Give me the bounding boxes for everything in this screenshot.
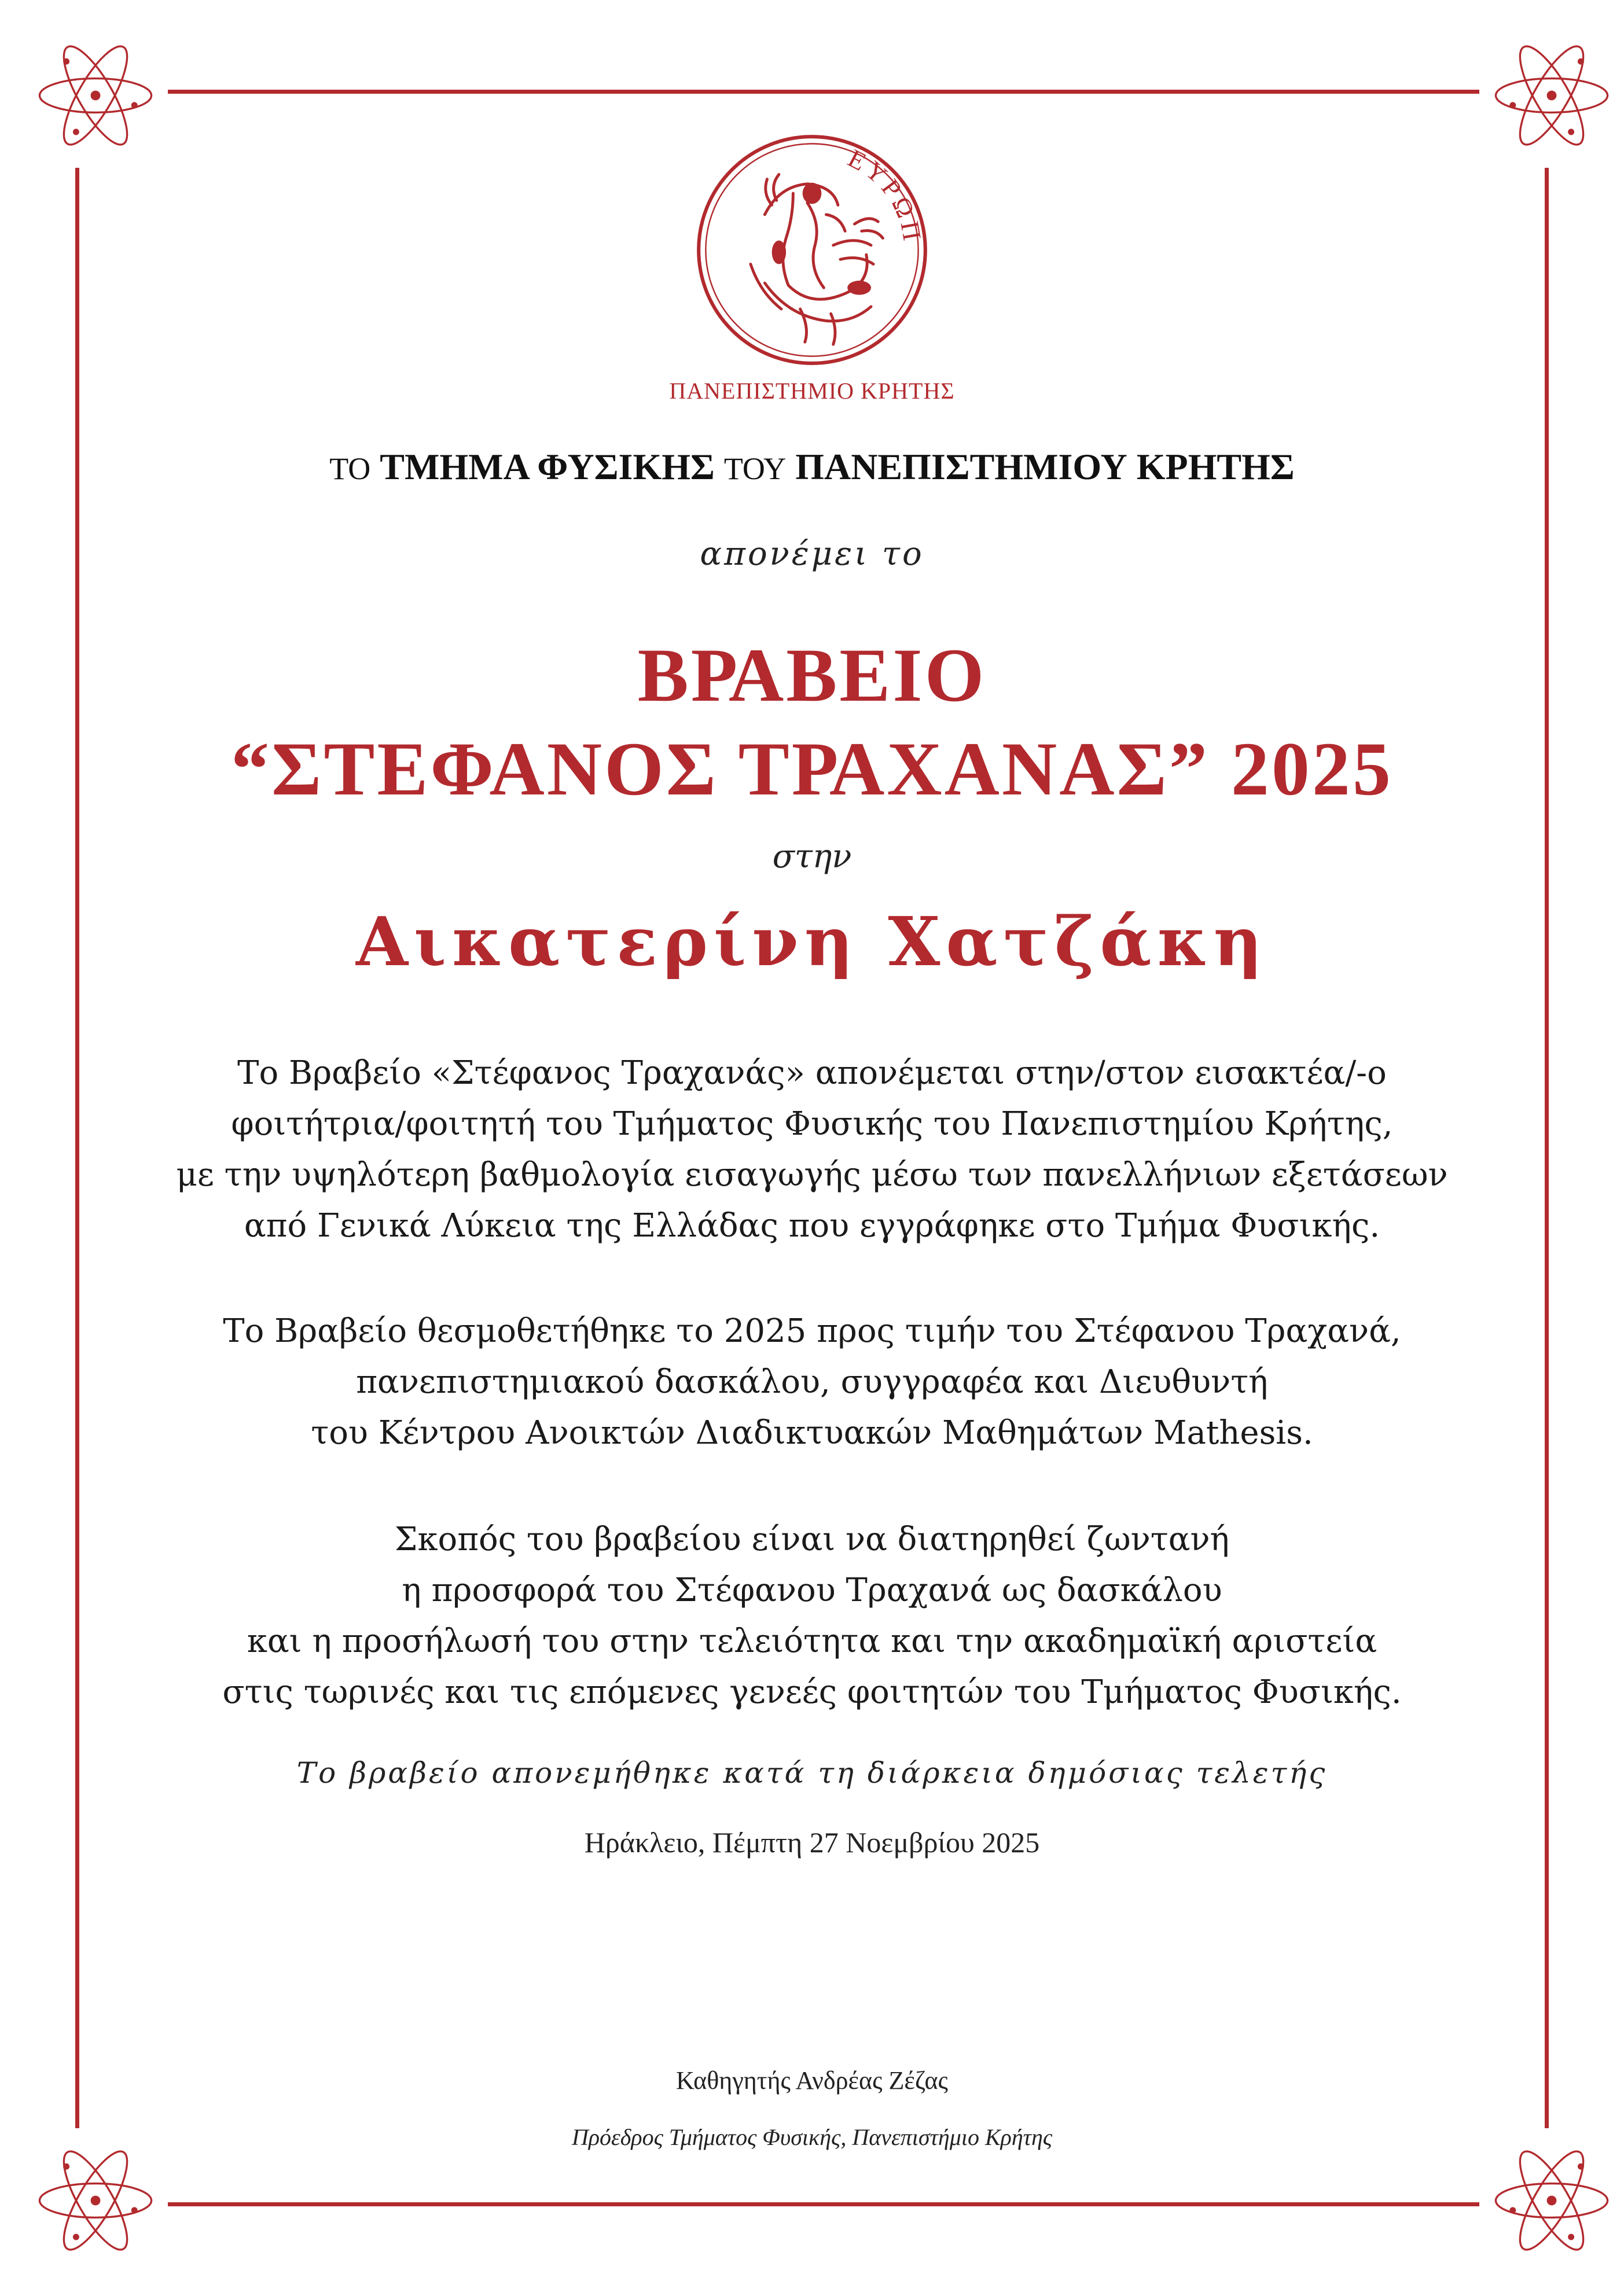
atom-icon (1491, 35, 1612, 156)
atom-icon (1491, 2140, 1612, 2261)
frame-bottom-line (145, 2202, 1479, 2206)
paragraph-2-line-1: Το Βραβείο θεσμοθετήθηκε το 2025 προς τιμήν του Στέφανου Τραχανά, (223, 1312, 1401, 1350)
university-name: ΠΑΝΕΠΙΣΤΗΜΙΟΥ ΚΡΗΤΗΣ (795, 446, 1295, 487)
university-caption: ΠΑΝΕΠΙΣΤΗΜΙΟ ΚΡΗΤΗΣ (669, 378, 955, 404)
award-title-line-2: “ΣΤΕΦΑΝΟΣ ΤΡΑΧΑΝΑΣ” 2025 (231, 726, 1393, 811)
atom-icon (35, 2140, 156, 2261)
dept-mid: ΤΟΥ (723, 451, 787, 486)
paragraph-3-line-3: και η προσήλωσή του στην τελειότητα και την ακαδημαϊκή αριστεία (247, 1622, 1377, 1660)
paragraph-1-line-2: φοιτήτρια/φοιτητή του Τμήματος Φυσικής του Πανεπιστημίου Κρήτης, (231, 1105, 1393, 1143)
corner-top-right (1479, 23, 1624, 168)
frame-top-line (145, 90, 1479, 94)
paragraph-1-line-3: με την υψηλότερη βαθμολογία εισαγωγής μέσω των πανελλήνιων εξετάσεων (176, 1156, 1448, 1194)
paragraph-3-line-2: η προσφορά του Στέφανου Τραχανά ως δασκάλου (402, 1572, 1222, 1609)
paragraph-2-line-3: του Κέντρου Ανοικτών Διαδικτυακών Μαθημάτων Mathesis. (311, 1414, 1313, 1452)
paragraph-1-line-4: από Γενικά Λύκεια της Ελλάδας που εγγράφηκε στο Τμήμα Φυσικής. (244, 1207, 1380, 1245)
paragraph-3-line-1: Σκοπός του βραβείου είναι να διατηρηθεί ζωντανή (394, 1521, 1230, 1558)
ceremony-note: Το βραβείο απονεμήθηκε κατά τη διάρκεια δημόσιας τελετής (296, 1756, 1328, 1790)
atom-icon (35, 35, 156, 156)
dept-prefix: ΤΟ (329, 451, 371, 486)
to-word: στην (772, 838, 852, 875)
university-seal-icon (694, 132, 930, 368)
department-line (0, 446, 1624, 488)
signer-name: Καθηγητής Ανδρέας Ζέζας (676, 2066, 948, 2095)
place-and-date: Ηράκλειο, Πέμπτη 27 Νοεμβρίου 2025 (584, 1826, 1040, 1859)
paragraph-2-line-2: πανεπιστημιακού δασκάλου, συγγραφέα και Διευθυντή (356, 1363, 1268, 1401)
awards-line: απονέμει το (700, 535, 924, 573)
award-title-line-1: ΒΡΑΒΕΙΟ (637, 632, 987, 718)
corner-top-left (23, 23, 168, 168)
paragraph-3-line-4: στις τωρινές και τις επόμενες γενεές φοιτητών του Τμήματος Φυσικής. (222, 1673, 1402, 1711)
signer-role: Πρόεδρος Τμήματος Φυσικής, Πανεπιστήμιο Κρήτης (571, 2124, 1053, 2150)
dept-name: ΤΜΗΜΑ ΦΥΣΙΚΗΣ (380, 446, 715, 487)
paragraph-1-line-1: Το Βραβείο «Στέφανος Τραχανάς» απονέμεται στην/στον εισακτέα/-ο (237, 1054, 1387, 1092)
svg-text:ΕΥΡΩΠΗ: ΕΥΡΩΠ (843, 143, 928, 246)
recipient-name: Αικατερίνη Χατζάκη (356, 903, 1268, 981)
